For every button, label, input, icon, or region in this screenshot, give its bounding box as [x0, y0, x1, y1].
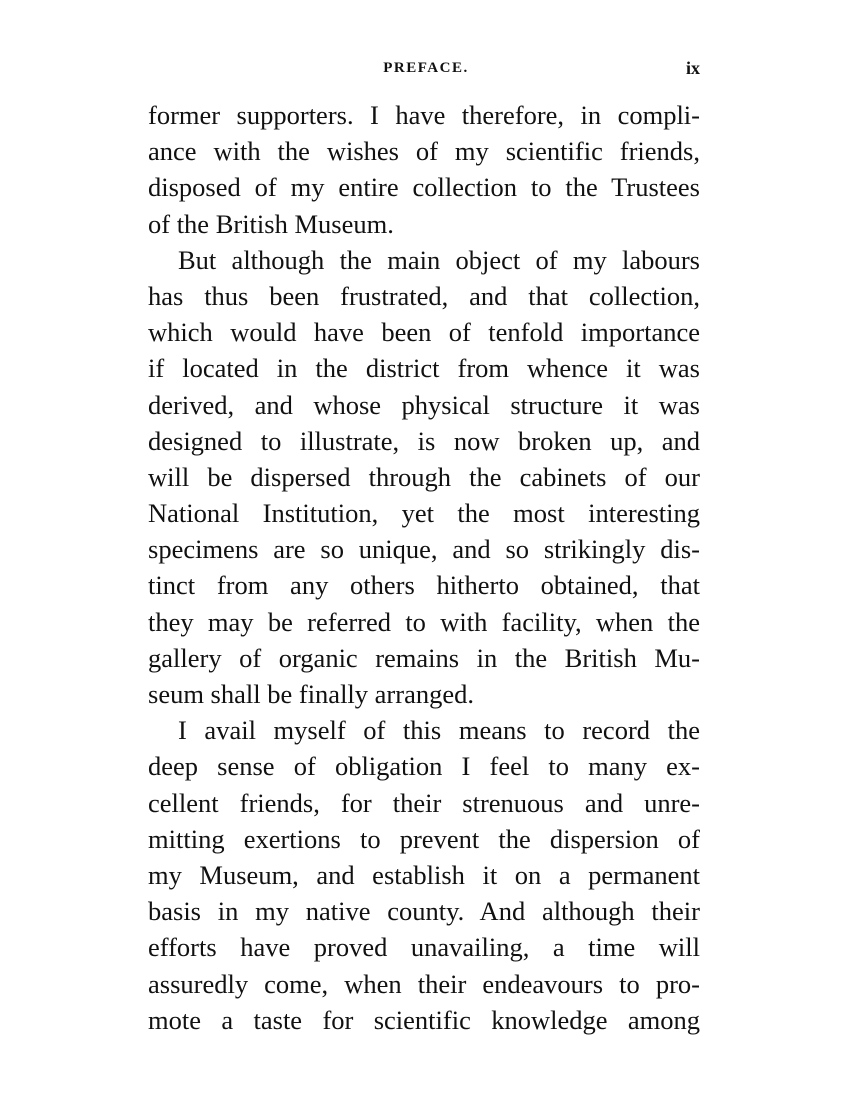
text-line: gallery of organic remains in the British Mu- [148, 642, 700, 673]
text-line: will be dispersed through the cabinets of our [148, 461, 700, 492]
text-line: if located in the district from whence it was [148, 353, 700, 384]
text-line: derived, and whose physical structure it was [148, 389, 700, 420]
text-line: my Museum, and establish it on a permanent [148, 859, 700, 890]
text-line: which would have been of tenfold importance [148, 317, 700, 348]
page-number: ix [685, 58, 700, 78]
text-line: seum shall be finally arranged. [148, 679, 474, 709]
paragraph-obligation [148, 712, 700, 1038]
text-line: disposed of my entire collection to the Trustees [148, 172, 700, 203]
text-line: deep sense of obligation I feel to many ex- [148, 751, 700, 782]
text-line: But although the main object of my labours [178, 244, 700, 275]
text-line: of the British Museum. [148, 208, 394, 239]
text-line: designed to illustrate, is now broken up, and [148, 425, 700, 456]
body-text [148, 97, 700, 1038]
text-line: National Institution, yet the most interesting [148, 498, 700, 529]
text-line: cellent friends, for their strenuous and unre- [148, 787, 700, 818]
paragraph-collection [148, 242, 700, 712]
text-line: specimens are so unique, and so strikingly dis- [148, 534, 700, 565]
text-line: tinct from any others hitherto obtained, that [148, 570, 700, 601]
text-line: efforts have proved unavailing, a time will [148, 932, 700, 963]
running-head-title: PREFACE. [383, 60, 469, 76]
text-line: mitting exertions to prevent the dispersion of [148, 823, 700, 854]
text-line: basis in my native county. And although their [148, 896, 700, 927]
text-line: mote a taste for scientific knowledge among [148, 1004, 700, 1035]
text-line: has thus been frustrated, and that collection, [148, 280, 700, 311]
text-line: assuredly come, when their endeavours to pro- [148, 968, 700, 999]
paragraph-continued [148, 97, 700, 242]
text-line: they may be referred to with facility, when the [148, 606, 700, 637]
text-line: I avail myself of this means to record the [178, 715, 700, 746]
text-line: ance with the wishes of my scientific friends, [148, 136, 700, 167]
running-head [148, 56, 704, 86]
text-line: former supporters. I have therefore, in compli- [148, 100, 700, 130]
